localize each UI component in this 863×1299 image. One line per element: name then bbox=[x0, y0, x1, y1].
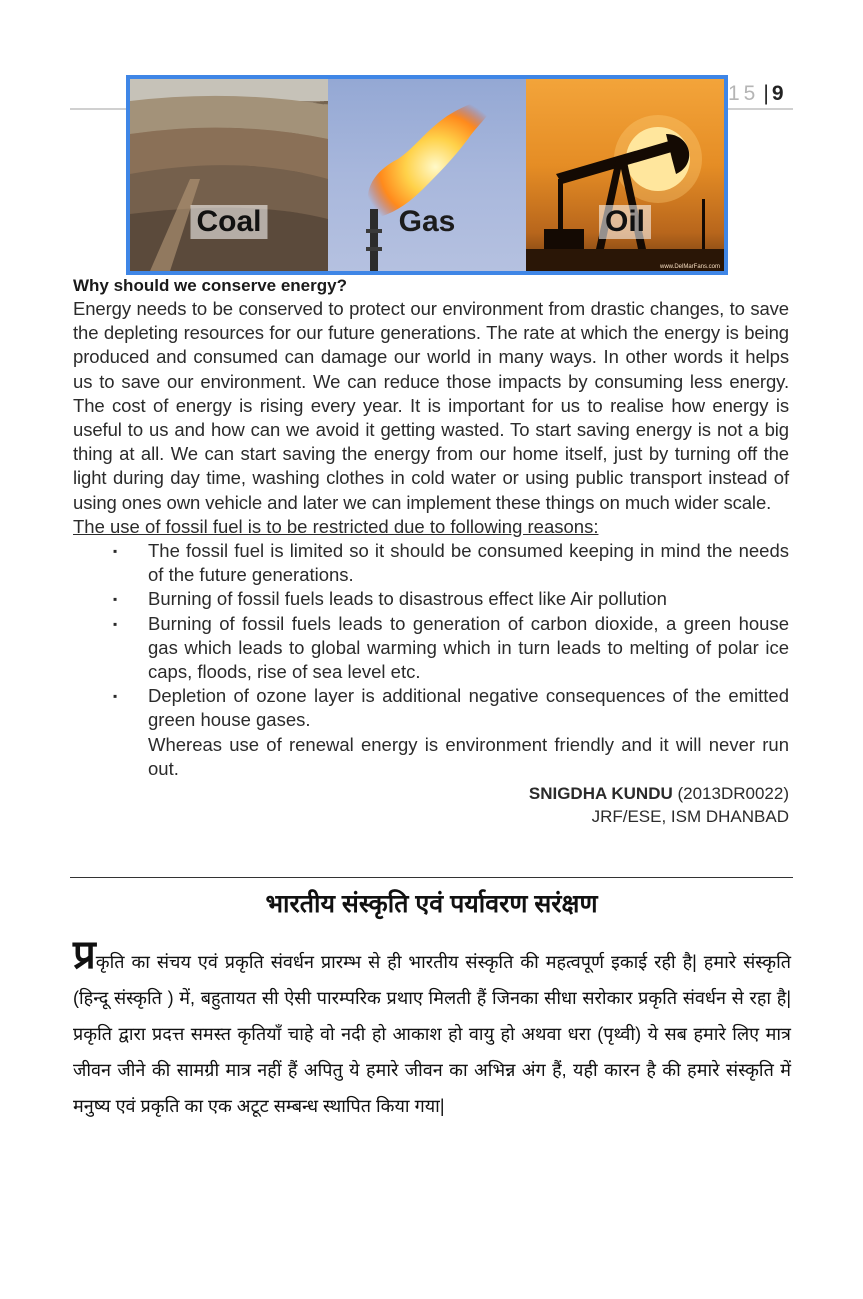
image-watermark: www.DelMarFans.com bbox=[659, 264, 720, 270]
bullet-icon: ▪ bbox=[113, 616, 118, 631]
author-id: (2013DR0022) bbox=[672, 784, 789, 804]
gas-label: Gas bbox=[398, 205, 456, 238]
reason-text: Depletion of ozone layer is additional negative consequences of the emitted green house gases. bbox=[148, 685, 789, 731]
article-heading: Why should we conserve energy? bbox=[73, 276, 347, 295]
hindi-article-title: भारतीय संस्कृति एवं पर्यावरण सरंक्षण bbox=[265, 890, 598, 918]
oil-panel bbox=[526, 79, 724, 271]
section-divider bbox=[70, 877, 793, 878]
reasons-title: The use of fossil fuel is to be restricted due to following reasons: bbox=[73, 515, 599, 537]
bullet-icon: ▪ bbox=[113, 544, 118, 559]
dropcap: प्र bbox=[73, 933, 96, 977]
author-name: SNIGDHA KUNDU bbox=[528, 784, 673, 804]
list-item bbox=[73, 684, 789, 732]
english-article bbox=[73, 276, 789, 828]
page-separator: | bbox=[763, 82, 769, 105]
coal-label: Coal bbox=[190, 205, 267, 239]
author-affiliation: JRF/ESE, ISM DHANBAD bbox=[591, 807, 789, 827]
article-paragraph: Energy needs to be conserved to protect our environment from drastic changes, to save the depleting resources for our future generations. The rate at which the energy is being produced and consumed can damage our world in many ways. In other words it helps us to save our environment. We can reduce those impacts by consuming less energy. The cost of energy is rising every year. It is important for us to realise how energy is useful to us and how can we avoid it getting wasted. To start saving energy is not a big thing at all. We can start saving the energy from our home itself, just by turning off the light during day time, washing clothes in cold water or using public transport instead of using ones own vehicle and later we can implement these things on much wider scale. bbox=[73, 298, 789, 513]
coal-panel bbox=[130, 79, 328, 271]
coal-mine-photo-icon bbox=[130, 79, 328, 271]
hindi-article-body bbox=[73, 933, 791, 1124]
bullet-icon: ▪ bbox=[113, 689, 118, 704]
bullet-icon: ▪ bbox=[113, 592, 118, 607]
reason-text: Burning of fossil fuels leads to disastrous effect like Air pollution bbox=[148, 588, 667, 610]
author-block bbox=[73, 782, 789, 828]
page-number: 9 bbox=[771, 82, 784, 105]
gas-panel bbox=[328, 79, 526, 271]
hindi-body-text: कृति का संचय एवं प्रकृति संवर्धन प्रारम्भ से ही भारतीय संस्कृति की महत्वपूर्ण इकाई रही है| हमारे संस्कृति (हिन्दू संस्कृति ) में, बहुतायत सी ऐसी पारम्परिक प्रथाए मिलती हैं जिनका सीधा सरोकार प्रकृति संवर्धन से रहा है| प्रकृति द्वारा प्रदत्त समस्त कृतियाँ चाहे वो नदी हो आकाश हो वायु हो अथवा धरा (पृथ्वी) ये सब हमारे लिए मात्र जीवन जीने की सामग्री मात्र नहीं हैं अपितु ये हमारे जीवन का अभिन्न अंग हैं, यही कारन है की हमारे संस्कृति में मनुष्य एवं प्रकृति का एक अटूट सम्बन्ध स्थापित किया गया| bbox=[73, 952, 791, 1116]
reasons-list bbox=[73, 539, 789, 733]
closing-statement: Whereas use of renewal energy is environment friendly and it will never run out. bbox=[148, 733, 789, 779]
reason-text: The fossil fuel is limited so it should be consumed keeping in mind the needs of the future generations. bbox=[148, 540, 789, 586]
oil-pump-photo-icon bbox=[526, 79, 724, 271]
year-fragment: 15 bbox=[728, 82, 760, 105]
list-item bbox=[73, 539, 789, 587]
oil-label: Oil bbox=[599, 205, 651, 239]
page-number-area bbox=[728, 82, 784, 106]
list-item bbox=[73, 612, 789, 685]
energy-sources-banner bbox=[126, 75, 728, 275]
list-item bbox=[73, 587, 789, 611]
gas-flare-photo-icon bbox=[328, 79, 526, 271]
reason-text: Burning of fossil fuels leads to generation of carbon dioxide, a green house gas which leads to global warming which in turn leads to melting of polar ice caps, floods, rise of sea level etc. bbox=[148, 612, 789, 683]
